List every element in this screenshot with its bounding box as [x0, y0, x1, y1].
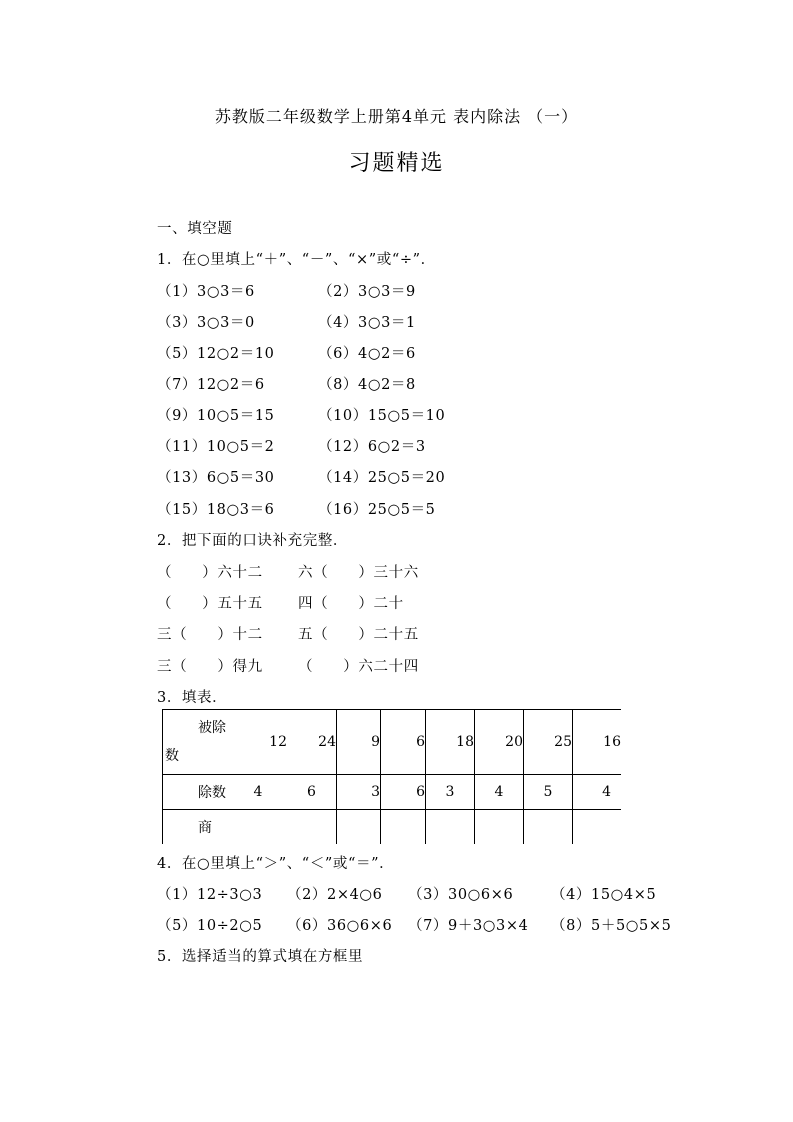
q1-item: （6）4○2＝6: [318, 346, 416, 362]
q1-item: （2）3○3＝9: [318, 284, 416, 300]
table-cell: 25: [524, 710, 573, 775]
table-cell: 4: [229, 775, 287, 810]
question-1-prompt: 1．在○里填上“＋”、“－”、“×”或“÷”．: [157, 252, 436, 268]
worksheet-title: 苏教版二年级数学上册第4单元 表内除法 （一）: [214, 107, 579, 126]
table-row: [163, 775, 622, 810]
q1-item: （4）3○3＝1: [318, 315, 416, 331]
answer-cell[interactable]: [287, 810, 337, 845]
q2-blank: 五（ ）二十五: [298, 627, 419, 643]
q4-item: （7）9＋3○3×4: [408, 918, 529, 934]
q4-item: （8）5＋5○5×5: [551, 918, 672, 934]
question-3-prompt: 3．填表．: [157, 690, 228, 706]
table-row: [163, 710, 622, 775]
q1-item: （10）15○5＝10: [318, 408, 446, 424]
q4-item: （4）15○4×5: [551, 887, 657, 903]
q1-item: （15）18○3＝6: [157, 502, 275, 518]
question-4-prompt: 4．在○里填上“＞”、“＜”或“＝”．: [157, 856, 395, 872]
q4-item: （5）10÷2○5: [157, 918, 263, 934]
table-cell: 3: [337, 775, 381, 810]
table-cell: 4: [573, 775, 622, 810]
row-label-dividend: 被除 数: [163, 710, 230, 775]
answer-cell[interactable]: [426, 810, 475, 845]
answer-cell[interactable]: [381, 810, 426, 845]
answer-cell[interactable]: [475, 810, 524, 845]
row-label-divisor: 除数: [163, 775, 230, 810]
q1-item: （9）10○5＝15: [157, 408, 275, 424]
table-cell: 5: [524, 775, 573, 810]
q2-blank: （ ）六十二: [157, 565, 263, 581]
q2-blank: （ ）六二十四: [298, 659, 419, 675]
q2-blank: 三（ ）得九: [157, 659, 263, 675]
table-cell: 9: [337, 710, 381, 775]
question-5-prompt: 5．选择适当的算式填在方框里: [157, 949, 364, 965]
q2-blank: 四（ ）二十: [298, 596, 404, 612]
question-2-prompt: 2．把下面的口诀补充完整．: [157, 533, 349, 549]
q4-item: （6）36○6×6: [287, 918, 393, 934]
q4-item: （3）30○6×6: [408, 887, 514, 903]
q1-item: （8）4○2＝8: [318, 377, 416, 393]
q1-item: （14）25○5＝20: [318, 470, 446, 486]
table-cell: 12: [229, 710, 287, 775]
q1-item: （3）3○3＝0: [157, 315, 255, 331]
q1-item: （5）12○2＝10: [157, 346, 275, 362]
table-cell: 20: [475, 710, 524, 775]
table-row: [163, 810, 622, 845]
section-heading: 一、填空题: [157, 221, 233, 237]
q2-blank: 三（ ）十二: [157, 627, 263, 643]
table-cell: 16: [573, 710, 622, 775]
q1-item: （1）3○3＝6: [157, 284, 255, 300]
row-label-quotient: 商: [163, 810, 230, 845]
q2-blank: 六（ ）三十六: [298, 565, 419, 581]
worksheet-subtitle: 习题精选: [348, 151, 445, 176]
table-cell: 4: [475, 775, 524, 810]
q2-blank: （ ）五十五: [157, 596, 263, 612]
table-cell: 6: [381, 710, 426, 775]
q4-item: （2）2×4○6: [287, 887, 383, 903]
q1-item: （7）12○2＝6: [157, 377, 265, 393]
answer-cell[interactable]: [337, 810, 381, 845]
table-cell: 3: [426, 775, 475, 810]
division-table: [162, 709, 621, 844]
table-cell: 6: [287, 775, 337, 810]
table-cell: 18: [426, 710, 475, 775]
table-cell: 24: [287, 710, 337, 775]
table-cell: 6: [381, 775, 426, 810]
q1-item: （13）6○5＝30: [157, 470, 275, 486]
q1-item: （11）10○5＝2: [157, 439, 275, 455]
answer-cell[interactable]: [573, 810, 622, 845]
q1-item: （12）6○2＝3: [318, 439, 426, 455]
q1-item: （16）25○5＝5: [318, 502, 436, 518]
answer-cell[interactable]: [229, 810, 287, 845]
answer-cell[interactable]: [524, 810, 573, 845]
q4-item: （1）12÷3○3: [157, 887, 263, 903]
